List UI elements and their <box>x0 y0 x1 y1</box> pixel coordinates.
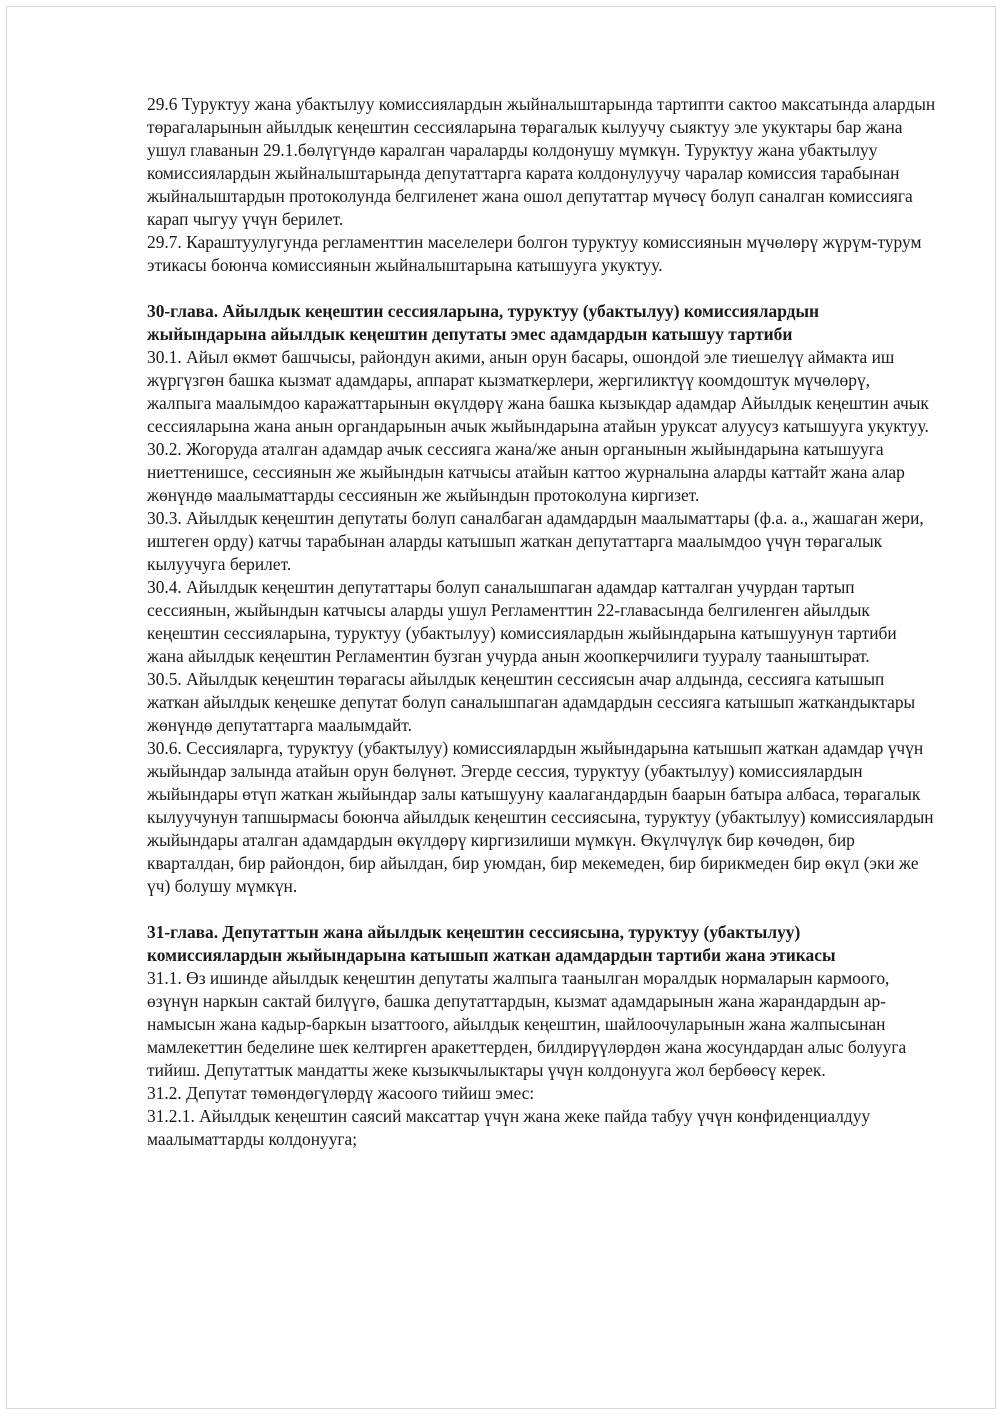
document-body <box>147 93 937 1151</box>
spacer <box>147 898 937 921</box>
paragraph-30-2: 30.2. Жогоруда аталган адамдар ачык сессияга жана/же анын органынын жыйындарына катышууга ниеттенишсе, сессиянын же жыйындын катчысы атайын каттоо журналына аларды каттайт жана алар жөнүндө маалыматтарды сессиянын же жыйындын протоколуна киргизет. <box>147 439 905 505</box>
paragraph-30-4: 30.4. Айылдык кеңештин депутаттары болуп саналышпаган адамдар катталган учурдан тартып сессиянын, жыйындын катчысы аларды ушул Регламенттин 22-главасында белгиленген айылдык кеңештин сессияларына, туруктуу (убактылуу) комиссиялардын жыйындарына катышуунун тартиби жана айылдык кеңештин Регламентин бузган учурда анын жоопкерчилиги тууралу тааныштырат. <box>147 577 897 666</box>
spacer <box>147 277 937 300</box>
paragraph-31-1: 31.1. Өз ишинде айылдык кеңештин депутаты жалпыга таанылган моралдык нормаларын кармоого, өзүнүн наркын сактай билүүгө, башка депутаттардын, кызмат адамдарынын жана жарандардын ар-намысын жана кадыр-баркын ызаттоого, айылдык кеңештин, шайлоочуларынын жана жалпысынан мамлекеттин беделине шек келтирген аракеттерден, билдирүүлөрдөн жана жосундардан алыс болууга тийиш. Депутаттык мандатты жеке кызыкчылыктары үчүн колдонууга жол бербөөсү керек. <box>147 968 907 1080</box>
paragraph-29-7: 29.7. Караштуулугунда регламенттин маселелери болгон туруктуу комиссиянын мүчөлөрү жүрүм-турум этикасы боюнча комиссиянын жыйналыштарына катышууга укуктуу. <box>147 232 922 275</box>
document-page <box>6 6 996 1409</box>
chapter-31-heading: 31-глава. Депутаттын жана айылдык кеңештин сессиясына, туруктуу (убактылуу) комиссиялардын жыйындарына катышып жаткан адамдардын тартиби жана этикасы <box>147 922 836 965</box>
paragraph-31-2: 31.2. Депутат төмөндөгүлөрдү жасоого тийиш эмес: <box>147 1083 535 1103</box>
paragraph-30-1: 30.1. Айыл өкмөт башчысы, райондун акими, анын орун басары, ошондой эле тиешелүү аймакта иш жүргүзгөн башка кызмат адамдары, аппарат кызматкерлери, жергиликтүү коомдоштук мүчөлөрү, жалпыга маалымдоо каражаттарынын өкүлдөрү жана башка кызыкдар адамдар Айылдык кеңештин ачык сессияларына жана анын органдарынын ачык жыйындарына атайын уруксат алуусуз катышууга укуктуу. <box>147 347 929 436</box>
paragraph-30-5: 30.5. Айылдык кеңештин төрагасы айылдык кеңештин сессиясын ачар алдында, сессияга катышып жаткан айылдык кеңешке депутат болуп саналышпаган адамдардын сессияга катышып жаткандыктары жөнүндө депутаттарга маалымдайт. <box>147 669 916 735</box>
chapter-30-heading: 30-глава. Айылдык кеңештин сессияларына, туруктуу (убактылуу) комиссиялардын жыйындарына айылдык кеңештин депутаты эмес адамдардын катышуу тартиби <box>147 301 820 344</box>
paragraph-30-3: 30.3. Айылдык кеңештин депутаты болуп саналбаган адамдардын маалыматтары (ф.а. а., жашаган жери, иштеген орду) катчы тарабынан аларды катышып жаткан депутаттарга маалымдоо үчүн төрагалык кылуучуга берилет. <box>147 508 924 574</box>
paragraph-29-6: 29.6 Туруктуу жана убактылуу комиссиялардын жыйналыштарында тартипти сактоо максатында алардын төрагаларынын айылдык кеңештин сессияларына төрагалык кылуучу сыяктуу эле укуктары бар жана ушул главанын 29.1.бөлүгүндө каралган чараларды колдонушу мүмкүн. Туруктуу жана убактылуу комиссиялардын жыйналыштарында депутаттарга карата колдонулуучу чаралар комиссия тарабынан жыйналыштардын протоколунда белгиленет жана ошол депутаттар мүчөсү болуп саналган комиссияга карап чыгуу үчүн берилет. <box>147 94 936 229</box>
paragraph-31-2-1: 31.2.1. Айылдык кеңештин саясий максаттар үчүн жана жеке пайда табуу үчүн конфиденциалдуу маалыматтарды колдонууга; <box>147 1106 871 1149</box>
paragraph-30-6: 30.6. Сессияларга, туруктуу (убактылуу) комиссиялардын жыйындарына катышып жаткан адамдар үчүн жыйындар залында атайын орун бөлүнөт. Эгерде сессия, туруктуу (убактылуу) комиссиялардын жыйындары өтүп жаткан жыйындар залы катышууну каалагандардын баарын батыра албаса, төрагалык кылуучунун тапшырмасы боюнча айылдык кеңештин сессиясына, туруктуу (убактылуу) комиссиялардын жыйындары аталган адамдардын өкүлдөрү киргизилиши мүмкүн. Өкүлчүлүк бир көчөдөн, бир кварталдан, бир райондон, бир айылдан, бир уюмдан, бир мекемеден, бир бирикмеден бир өкүл (эки же үч) болушу мүмкүн. <box>147 738 934 896</box>
